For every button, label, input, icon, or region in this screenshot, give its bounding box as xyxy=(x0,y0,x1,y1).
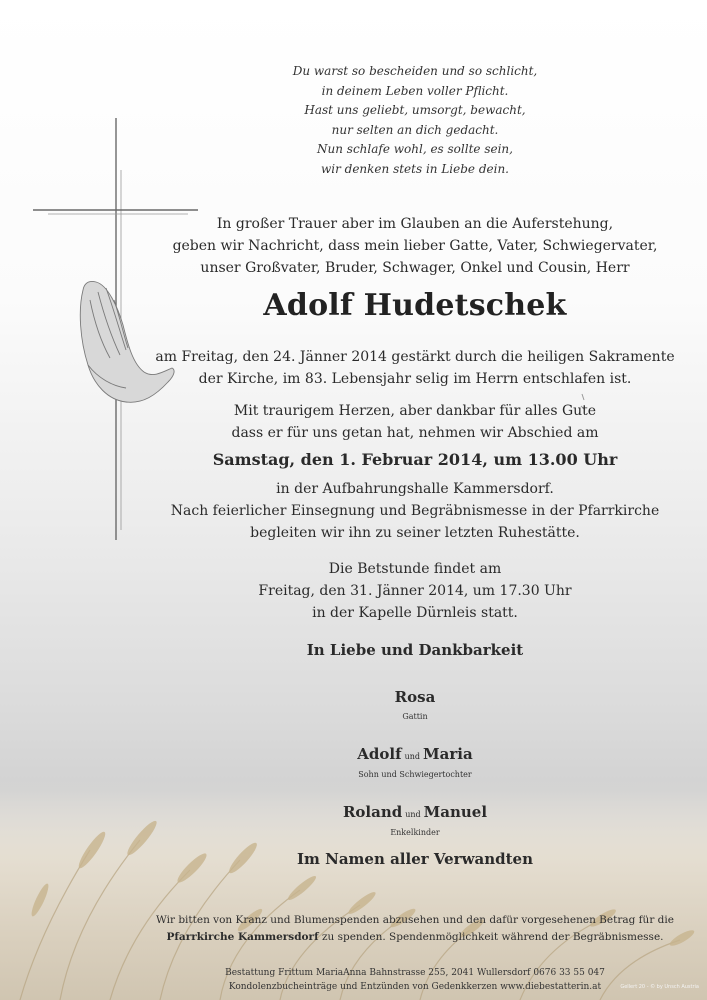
footer-line: Bestattung Frittum MariaAnna Bahnstrasse 255, 2041 Wullersdorf 0676 33 55 047 xyxy=(225,968,605,978)
intro-line: In großer Trauer aber im Glauben an die Auferstehung, xyxy=(216,216,614,232)
farewell-line: Mit traurigem Herzen, aber dankbar für alles Gute xyxy=(233,403,597,419)
mourner-name xyxy=(0,803,707,821)
poem-line: nur selten an dich gedacht. xyxy=(331,122,499,137)
farewell-line: dass er für uns getan hat, nehmen wir Abschied am xyxy=(231,425,599,441)
passing-line: der Kirche, im 83. Lebensjahr selig im Herrn entschlafen ist. xyxy=(198,371,632,387)
closing-line: Im Namen aller Verwandten xyxy=(297,850,533,868)
prayer-line: Freitag, den 31. Jänner 2014, um 17.30 Uhr xyxy=(258,583,572,599)
announcement-intro xyxy=(0,213,707,279)
mourner-first: Adolf xyxy=(357,745,402,763)
poem xyxy=(0,62,707,179)
footer-line: Kondolenzbucheinträge und Entzünden von Gedenkkerzen www.diebestatterin.at xyxy=(228,982,602,992)
donation-request xyxy=(0,912,707,946)
poem-line: Du warst so bescheiden und so schlicht, xyxy=(292,64,538,78)
prayer-line: in der Kapelle Dürnleis statt. xyxy=(312,605,518,621)
mourner-role: Gattin xyxy=(402,712,428,721)
mourner-name xyxy=(0,745,707,763)
passing-statement xyxy=(0,346,707,390)
mourner-second: Manuel xyxy=(423,803,488,821)
mourner-first: Roland xyxy=(342,803,403,821)
image-credit: Gellert 20 - © by Unsch Austria xyxy=(620,984,699,990)
passing-line: am Freitag, den 24. Jänner 2014 gestärkt durch die heiligen Sakramente xyxy=(155,349,675,365)
prayer-hour xyxy=(0,558,707,624)
church-name: Pfarrkirche Kammersdorf xyxy=(166,931,319,943)
funeral-detail-line: in der Aufbahrungshalle Kammersdorf. xyxy=(276,481,554,497)
funeral-details xyxy=(0,478,707,544)
love-gratitude-heading: In Liebe und Dankbarkeit xyxy=(306,641,524,659)
und-connector: und xyxy=(405,810,421,819)
poem-line: Hast uns geliebt, umsorgt, bewacht, xyxy=(304,103,526,117)
deceased-name: Adolf Hudetschek xyxy=(263,288,567,323)
und-connector: und xyxy=(404,752,421,761)
farewell-statement xyxy=(0,400,707,444)
poem-line: wir denken stets in Liebe dein. xyxy=(320,161,509,176)
funeral-detail-line: Nach feierlicher Einsegnung und Begräbnismesse in der Pfarrkirche xyxy=(170,503,660,519)
request-line: Wir bitten von Kranz und Blumenspenden abzusehen und den dafür vorgesehenen Betrag für die xyxy=(156,914,674,926)
intro-line: geben wir Nachricht, dass mein lieber Gatte, Vater, Schwiegervater, xyxy=(172,238,658,254)
mourner-second: Maria xyxy=(423,745,473,763)
mourner-role: Sohn und Schwiegertochter xyxy=(358,770,472,779)
funeral-date: Samstag, den 1. Februar 2014, um 13.00 Uhr xyxy=(212,450,618,469)
prayer-line: Die Betstunde findet am xyxy=(328,561,502,577)
footer xyxy=(0,966,707,994)
request-line-rest: zu spenden. Spendenmöglichkeit während der Begräbnismesse. xyxy=(318,931,664,943)
request-line-2 xyxy=(0,929,707,946)
funeral-detail-line: begleiten wir ihn zu seiner letzten Ruhestätte. xyxy=(250,525,580,541)
poem-line: in deinem Leben voller Pflicht. xyxy=(321,83,509,98)
intro-line: unser Großvater, Bruder, Schwager, Onkel und Cousin, Herr xyxy=(200,260,630,276)
mourner-name: Rosa xyxy=(394,688,436,706)
mourner-role: Enkelkinder xyxy=(390,828,440,837)
poem-line: Nun schlafe wohl, es sollte sein, xyxy=(317,142,513,156)
